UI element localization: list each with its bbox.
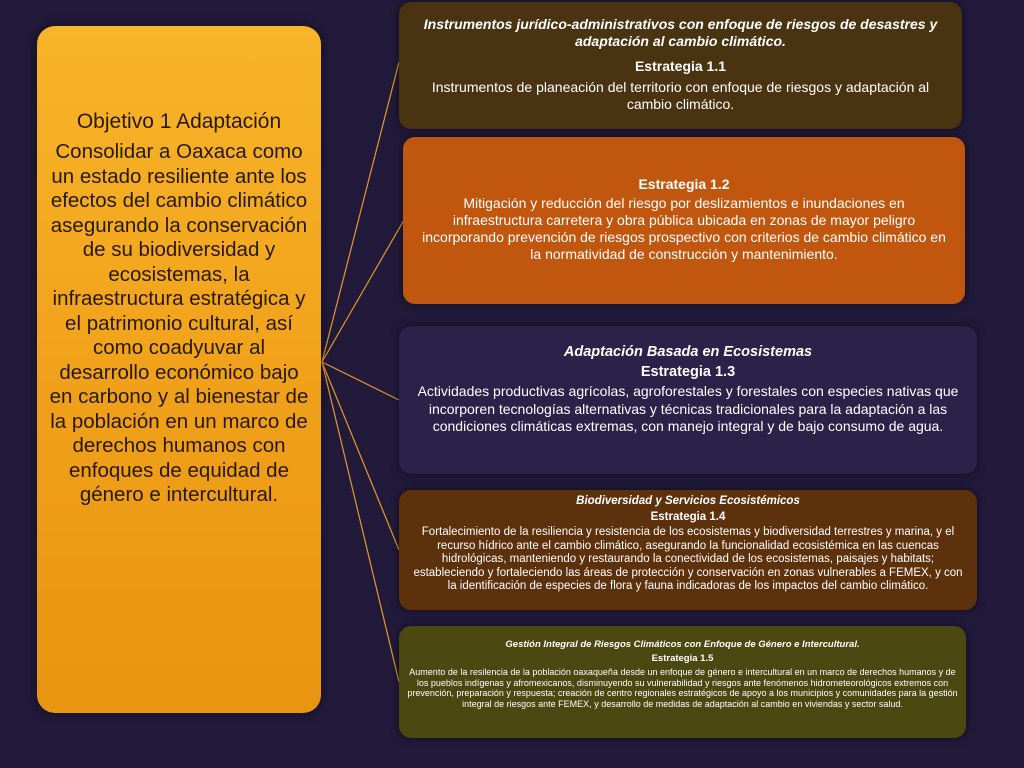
strategy-text: Instrumentos de planeación del territorio con enfoque de riesgos y adaptación al cambio climático. <box>431 79 930 112</box>
strategy-text: Aumento de la resilencia de la población oaxaqueña desde un enfoque de género e intercultural en un marco de derechos humanos y de los pueblos indígenas y afromexicanos, disminuyendo su vulnerabilidad y riesgos ante fenómenos hidrometeorológicos extremos con prevención, preparación y respuesta; creación de centro regionales estratégicos de apoyo a los municipios y comunidades para la gestión integral de riesgos ante FEMEX, y desarrollo de medidas de adaptación al cambio en viviendas y sector salud. <box>407 667 958 709</box>
connector-line-5 <box>322 362 399 682</box>
connector-line-1 <box>322 62 399 362</box>
strategy-heading: Gestión Integral de Riesgos Climáticos con Enfoque de Género e Intercultural. <box>505 639 860 650</box>
objective-title: Objetivo 1 Adaptación <box>76 110 282 133</box>
strategy-text: Mitigación y reducción del riesgo por deslizamientos e inundaciones en infraestructura carretera y obra pública ubicada en zonas de mayor peligro incorporando prevención de riesgos prospectivo con criterios de cambio climático en la normatividad de construcción y mantenimiento. <box>422 195 946 262</box>
strategy-heading: Biodiversidad y Servicios Ecosistémicos <box>576 495 800 507</box>
strategy-text: Actividades productivas agrícolas, agroforestales y forestales con especies nativas que incorporen tecnologías alternativas y técnicas tradicionales para la adaptación a las condiciones climáticas extremas, con manejo integral y de bajo consumo de agua. <box>417 383 959 434</box>
connector-line-4 <box>322 362 399 550</box>
strategy-box-1-3 <box>399 326 977 474</box>
strategy-heading: Adaptación Basada en Ecosistemas <box>563 344 813 360</box>
strategy-label: Estrategia 1.2 <box>638 176 730 192</box>
strategy-text: Fortalecimiento de la resiliencia y resistencia de los ecosistemas y biodiversidad terrestres y marina, y el recurso hídrico ante el cambio climático, asegurando la funcionalidad ecosistémica en las cuencas hidrológicas, manteniendo y restaurando la conectividad de los ecosistemas, paisajes y habitats; estableciendo y fortaleciendo las áreas de protección y conservación en zonas vulnerables a FEMEX, y con la identificación de especies de flora y fauna indicadoras de los impactos del cambio climático. <box>413 526 963 592</box>
objective-description: Consolidar a Oaxaca como un estado resiliente ante los efectos del cambio climático asegurando la conservación de su biodiversidad y ecosistemas, la infraestructura estratégica y el patrimonio cultural, así como coadyuvar al desarrollo económico bajo en carbono y al bienestar de la población en un marco de derechos humanos con enfoques de equidad de género e intercultural. <box>49 140 309 506</box>
strategy-label: Estrategia 1.1 <box>634 58 727 74</box>
strategy-label: Estrategia 1.3 <box>640 364 736 380</box>
strategy-heading: Instrumentos jurídico-administrativos con enfoque de riesgos de desastres y adaptación al cambio climático. <box>423 16 938 49</box>
strategy-box-1-5 <box>399 626 966 738</box>
objective-box <box>37 26 321 713</box>
strategy-box-1-2 <box>403 137 965 304</box>
strategy-label: Estrategia 1.5 <box>651 653 714 664</box>
strategy-label: Estrategia 1.4 <box>650 511 726 523</box>
strategy-box-1-1 <box>399 2 962 129</box>
connector-line-3 <box>322 362 399 400</box>
strategy-box-1-4 <box>399 490 977 610</box>
connector-line-2 <box>322 220 404 362</box>
